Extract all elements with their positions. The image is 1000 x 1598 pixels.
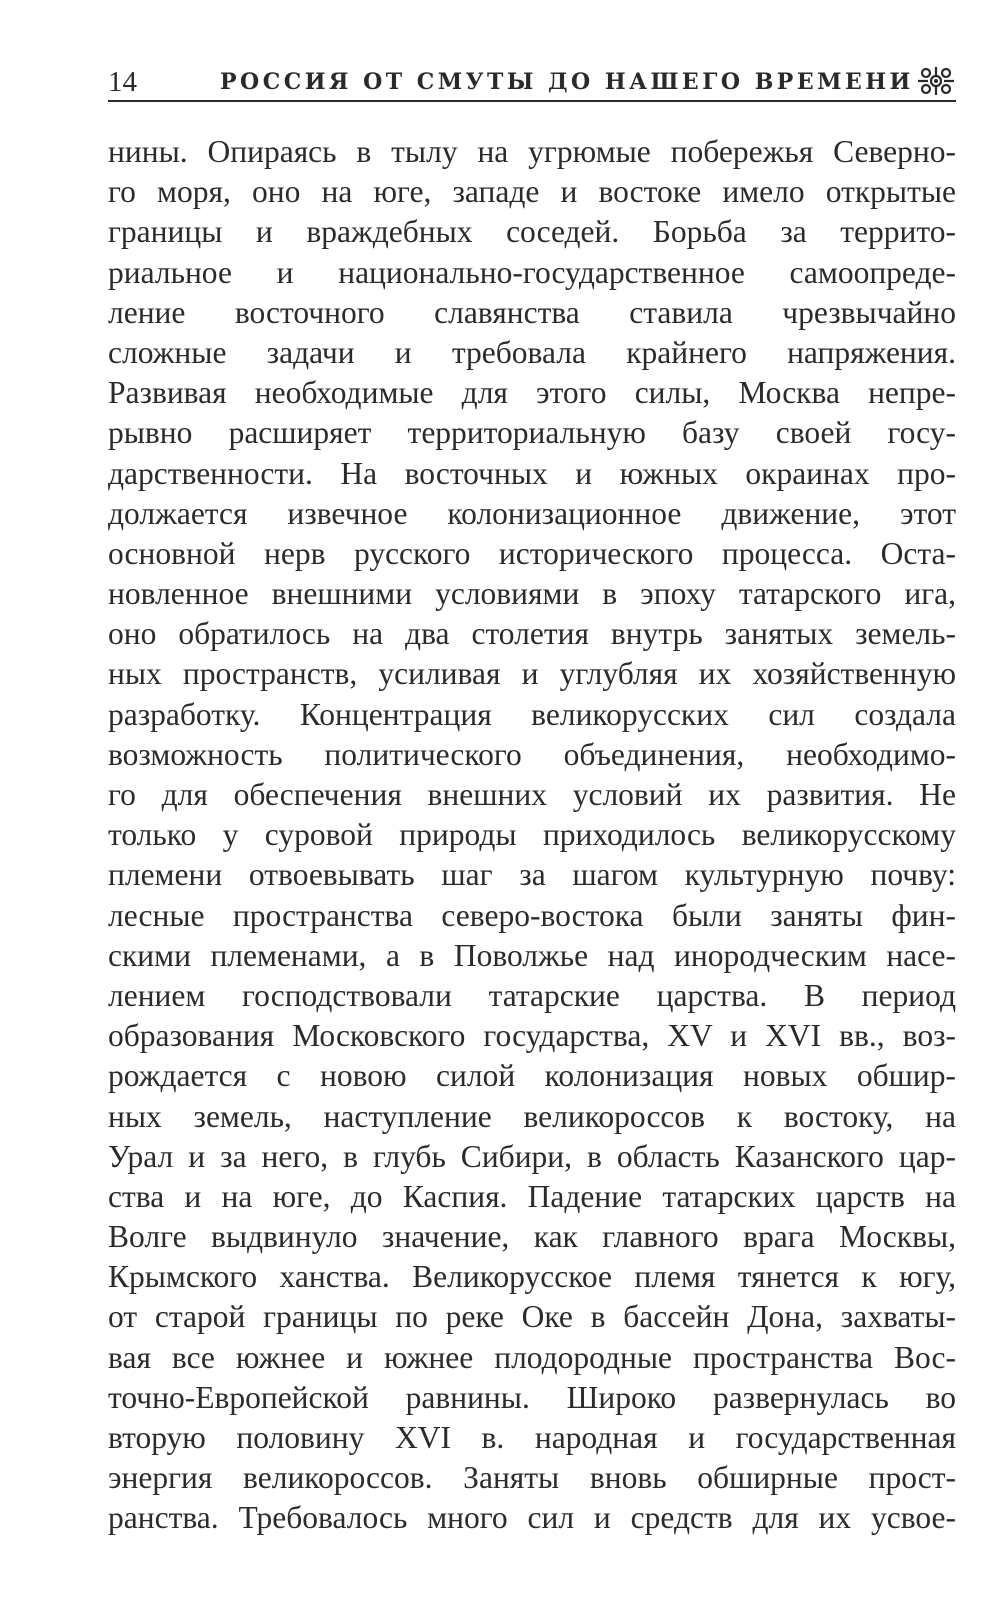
text-line: возможность политического объединения, необходимо-	[108, 736, 956, 772]
text-line: Волге выдвинуло значение, как главного врага Москвы,	[108, 1219, 956, 1255]
text-line: го моря, оно на юге, западе и востоке имело открытые	[108, 174, 956, 210]
text-line: оно обратилось на два столетия внутрь занятых земель-	[108, 616, 956, 652]
text-line: Урал и за него, в глубь Сибири, в область Казанского цар-	[108, 1138, 956, 1174]
running-title: РОССИЯ ОТ СМУТЫ ДО НАШЕГО ВРЕМЕНИ	[220, 69, 914, 95]
text-line: дарственности. На восточных и южных окраинах про-	[108, 455, 956, 491]
text-line: энергия великороссов. Заняты вновь обширные прост-	[108, 1460, 956, 1496]
ornament-icon	[916, 64, 956, 98]
text-line: вая все южнее и южнее плодородные пространства Вос-	[108, 1339, 956, 1375]
text-line: вторую половину XVI в. народная и государственная	[108, 1420, 956, 1455]
text-line: новленное внешними условиями в эпоху татарского ига,	[108, 576, 956, 612]
text-line: племени отвоевывать шаг за шагом культурную почву:	[108, 857, 956, 893]
text-line: должается извечное колонизационное движение, этот	[108, 495, 956, 531]
text-line: лесные пространства северо-востока были заняты фин-	[108, 897, 956, 933]
text-line: ных земель, наступление великороссов к востоку, на	[108, 1098, 956, 1134]
text-line: ление восточного славянства ставила чрезвычайно	[108, 294, 956, 330]
text-line: образования Московского государства, XV и XVI вв., воз-	[108, 1018, 956, 1054]
text-line: основной нерв русского исторического процесса. Оста-	[108, 535, 956, 571]
text-line: границы и враждебных соседей. Борьба за террито-	[108, 214, 956, 250]
header-rule	[108, 100, 956, 102]
text-line: рывно расширяет территориальную базу своей госу-	[108, 415, 956, 451]
text-line: риальное и национально-государственное самоопреде-	[108, 254, 956, 290]
body-text	[108, 132, 956, 1539]
text-line: от старой границы по реке Оке в бассейн Дона, захваты-	[108, 1299, 956, 1335]
page-number: 14	[108, 66, 137, 98]
text-line: нины. Опираясь в тылу на угрюмые побережья Северно-	[108, 134, 956, 169]
text-line: рождается с новою силой колонизация новых обшир-	[108, 1058, 956, 1094]
text-line: Крымского ханства. Великорусское племя тянется к югу,	[108, 1259, 956, 1295]
text-line: ства и на юге, до Каспия. Падение татарских царств на	[108, 1178, 956, 1214]
text-line: скими племенами, а в Поволжье над инородческим насе-	[108, 937, 956, 973]
text-line: точно-Европейской равнины. Широко развернулась во	[108, 1379, 956, 1415]
running-head	[108, 62, 956, 102]
text-line: ранства. Требовалось много сил и средств для их усвое-	[108, 1500, 956, 1536]
text-line: сложные задачи и требовала крайнего напряжения.	[108, 334, 956, 370]
text-line: ных пространств, усиливая и углубляя их хозяйственную	[108, 656, 956, 692]
text-line: разработку. Концентрация великорусских сил создала	[108, 696, 956, 732]
text-line: лением господствовали татарские царства. В период	[108, 977, 956, 1013]
text-line: только у суровой природы приходилось великорусскому	[108, 817, 956, 853]
text-line: го для обеспечения внешних условий их развития. Не	[108, 777, 956, 812]
text-line: Развивая необходимые для этого силы, Москва непре-	[108, 375, 956, 411]
